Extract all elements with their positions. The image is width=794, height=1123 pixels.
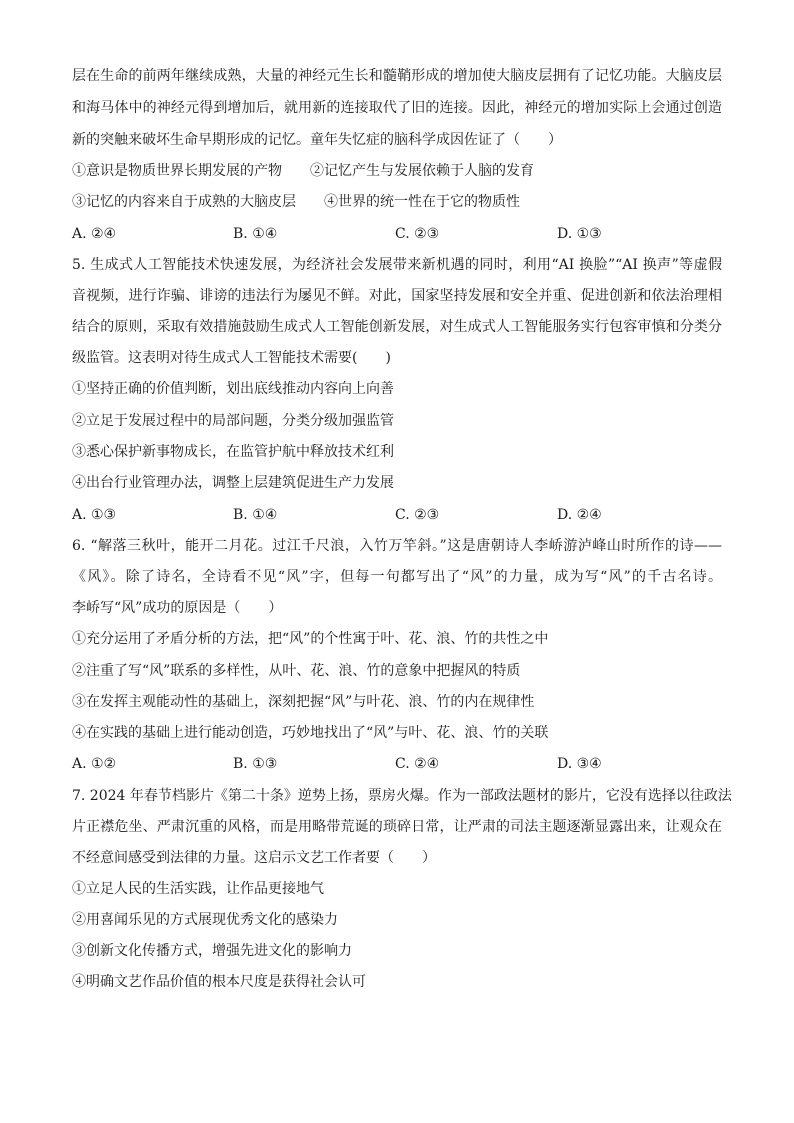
- q6-option-a: A. ①②: [72, 756, 117, 772]
- intro-line-1: 层在生命的前两年继续成熟，大量的神经元生长和髓鞘形成的增加使大脑皮层拥有了记忆功能。大脑皮层: [72, 68, 722, 84]
- q6-line-1: 6. “解落三秋叶，能开二月花。过江千尺浪，入竹万竿斜。”这是唐朝诗人李峤游泸峰山时所作的诗——: [72, 538, 722, 554]
- intro-statement-1: ①意识是物质世界长期发展的产物 ②记忆产生与发展依赖于人脑的发育: [72, 163, 534, 179]
- q6-option-c: C. ②④: [395, 756, 440, 772]
- intro-option-c: C. ②③: [395, 226, 440, 242]
- q7-statement-2: ②用喜闻乐见的方式展现优秀文化的感染力: [72, 912, 338, 928]
- intro-option-b: B. ①④: [233, 226, 278, 242]
- q6-statement-4: ④在实践的基础上进行能动创造，巧妙地找出了“风”与叶、花、浪、竹的关联: [72, 725, 549, 741]
- q6-line-3: 李峤写“风”成功的原因是（ ）: [72, 600, 283, 616]
- intro-option-a: A. ②④: [72, 226, 117, 242]
- q7-line-1: 7. 2024 年春节档影片《第二十条》逆势上扬，票房火爆。作为一部政法题材的影片，它没有选择以往政法: [72, 788, 732, 804]
- q5-statement-3: ③悉心保护新事物成长，在监管护航中释放技术红利: [72, 444, 394, 460]
- q5-statement-2: ②立足于发展过程中的局部问题，分类分级加强监管: [72, 413, 394, 429]
- q5-statement-4: ④出台行业管理办法，调整上层建筑促进生产力发展: [72, 475, 394, 491]
- intro-line-3: 新的突触来破坏生命早期形成的记忆。童年失忆症的脑科学成因佐证了（ ）: [72, 132, 562, 148]
- q5-line-3: 结合的原则，采取有效措施鼓励生成式人工智能创新发展，对生成式人工智能服务实行包容审慎和分类分: [72, 319, 722, 335]
- q6-statement-2: ②注重了写“风”联系的多样性，从叶、花、浪、竹的意象中把握风的特质: [72, 663, 521, 679]
- q5-line-1: 5. 生成式人工智能技术快速发展，为经济社会发展带来新机遇的同时，利用“AI 换脸”“AI 换声”等虚假: [72, 257, 722, 273]
- intro-line-2: 和海马体中的神经元得到增加后，就用新的连接取代了旧的连接。因此，神经元的增加实际上会通过创造: [72, 100, 722, 116]
- q5-option-c: C. ②③: [395, 507, 440, 523]
- q5-option-b: B. ①④: [233, 507, 278, 523]
- intro-option-d: D. ①③: [557, 226, 602, 242]
- q7-statement-4: ④明确文艺作品价值的根本尺度是获得社会认可: [72, 974, 366, 990]
- q5-option-a: A. ①③: [72, 507, 117, 523]
- q7-line-2: 片正襟危坐、严肃沉重的风格，而是用略带荒诞的琐碎日常，让严肃的司法主题逐渐显露出来，让观众在: [72, 819, 722, 835]
- q5-line-2: 音视频，进行诈骗、诽谤的违法行为屡见不鲜。对此，国家坚持发展和安全并重、促进创新和依法治理相: [72, 288, 722, 304]
- q6-line-2: 《风》。除了诗名，全诗看不见“风”字，但每一句都写出了“风”的力量，成为写“风”的千古名诗。: [72, 569, 722, 585]
- q5-line-4: 级监管。这表明对待生成式人工智能技术需要( ): [72, 350, 391, 366]
- q7-statement-1: ①立足人民的生活实践，让作品更接地气: [72, 881, 324, 897]
- intro-statement-2: ③记忆的内容来自于成熟的大脑皮层 ④世界的统一性在于它的物质性: [72, 194, 520, 210]
- q6-statement-3: ③在发挥主观能动性的基础上，深刻把握“风”与叶花、浪、竹的内在规律性: [72, 694, 535, 710]
- q5-option-d: D. ②④: [557, 507, 602, 523]
- q5-statement-1: ①坚持正确的价值判断，划出底线推动内容向上向善: [72, 381, 394, 397]
- q7-line-3: 不经意间感受到法律的力量。这启示文艺工作者要（ ）: [72, 850, 436, 866]
- q6-option-d: D. ③④: [557, 756, 602, 772]
- q6-statement-1: ①充分运用了矛盾分析的方法，把“风”的个性寓于叶、花、浪、竹的共性之中: [72, 631, 549, 647]
- q7-statement-3: ③创新文化传播方式，增强先进文化的影响力: [72, 943, 352, 959]
- q6-option-b: B. ①③: [233, 756, 278, 772]
